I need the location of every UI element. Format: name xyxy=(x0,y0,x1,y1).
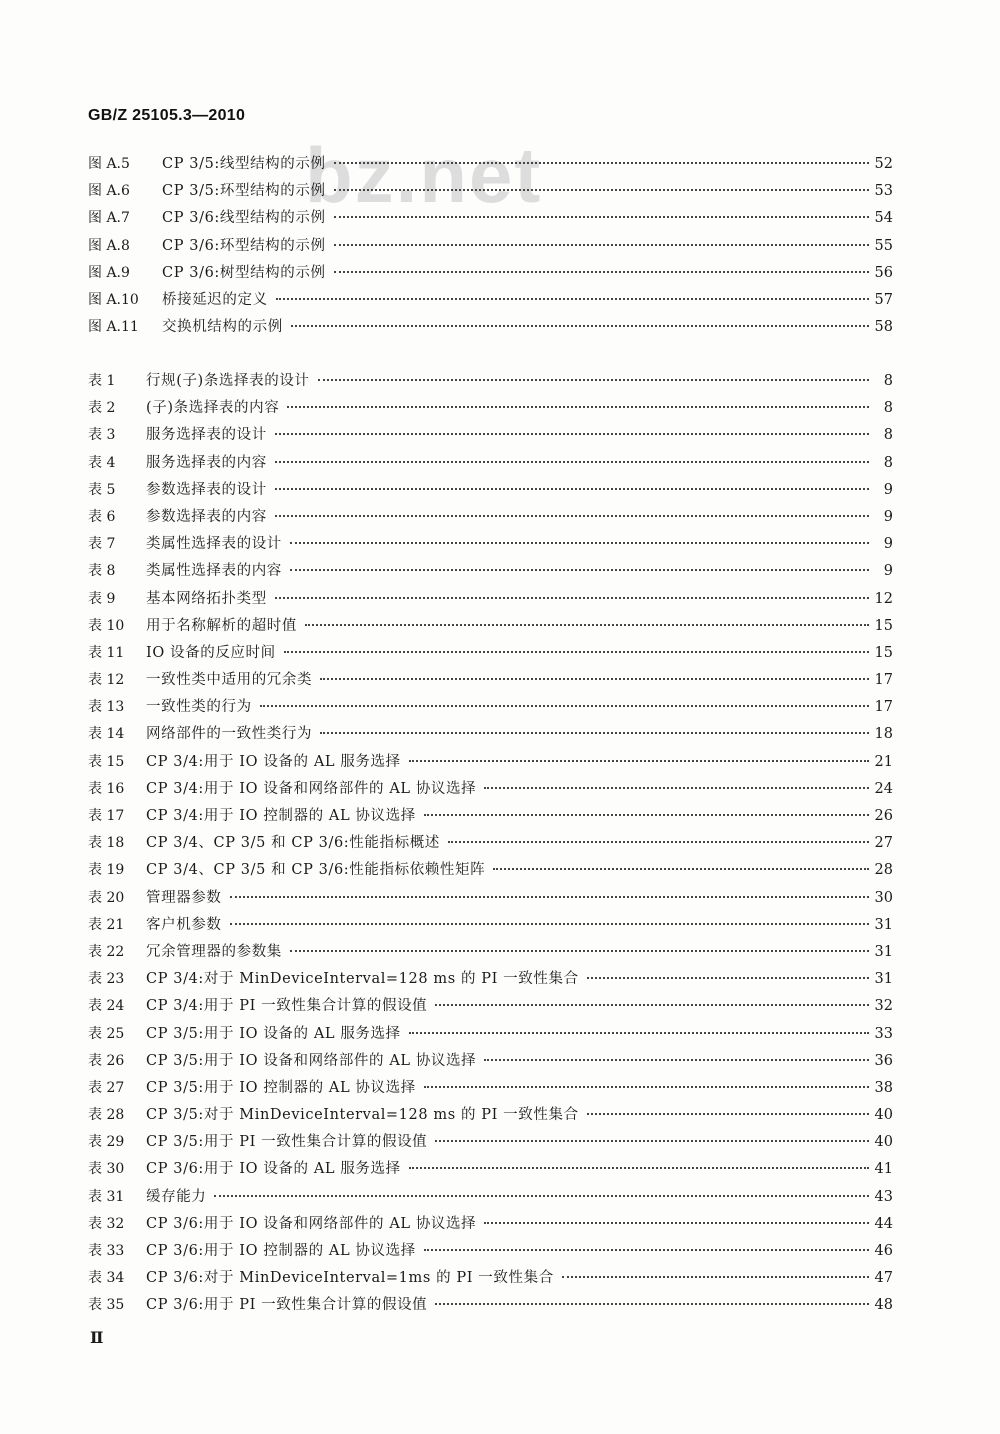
entry-title: 基本网络拓扑类型 xyxy=(146,590,267,607)
entry-title: 服务选择表的设计 xyxy=(146,427,267,444)
entry-page-number: 41 xyxy=(874,1161,893,1178)
entry-number: 表 28 xyxy=(88,1107,125,1124)
entry-page-number: 32 xyxy=(874,998,893,1015)
entry-number: 表 35 xyxy=(88,1297,125,1314)
dot-leader xyxy=(320,732,869,734)
table-entry[interactable] xyxy=(88,531,893,558)
dot-leader xyxy=(424,1249,869,1251)
table-entry[interactable] xyxy=(88,395,893,422)
entry-number: 表 14 xyxy=(88,726,125,743)
dot-leader xyxy=(275,433,869,435)
entry-title: CP 3/5:用于 IO 控制器的 AL 协议选择 xyxy=(146,1079,416,1096)
table-entry[interactable] xyxy=(88,450,893,477)
entry-title: IO 设备的反应时间 xyxy=(146,644,276,661)
entry-number: 图 A.7 xyxy=(88,210,130,227)
entry-title: 用于名称解析的超时值 xyxy=(146,617,297,634)
dot-leader xyxy=(587,977,869,979)
figure-list xyxy=(88,151,893,341)
entry-number: 图 A.5 xyxy=(88,156,130,172)
entry-number: 表 32 xyxy=(88,1215,125,1232)
table-entry[interactable] xyxy=(88,422,893,449)
table-entry[interactable] xyxy=(88,694,893,721)
table-entry[interactable] xyxy=(88,477,893,504)
entry-number: 表 21 xyxy=(88,916,125,933)
dot-leader xyxy=(424,1086,869,1088)
table-entry[interactable] xyxy=(88,939,893,966)
dot-leader xyxy=(291,325,869,327)
entry-page-number: 8 xyxy=(883,454,893,471)
entry-page-number: 53 xyxy=(874,183,893,200)
entry-number: 图 A.8 xyxy=(88,237,130,254)
dot-leader xyxy=(318,379,869,381)
entry-number: 表 20 xyxy=(88,889,125,906)
entry-title: 行规(子)条选择表的设计 xyxy=(146,373,310,389)
entry-title: 管理器参数 xyxy=(146,889,222,906)
table-entry[interactable] xyxy=(88,1075,893,1102)
table-entry[interactable] xyxy=(88,721,893,748)
dot-leader xyxy=(320,678,869,680)
table-entry[interactable] xyxy=(88,504,893,531)
entry-title: CP 3/5:用于 IO 设备和网络部件的 AL 协议选择 xyxy=(146,1052,477,1069)
entry-title: 冗余管理器的参数集 xyxy=(146,943,282,960)
dot-leader xyxy=(275,515,869,517)
figure-entry[interactable] xyxy=(88,287,893,314)
entry-number: 表 23 xyxy=(88,971,125,988)
page-number: Ⅱ xyxy=(90,1328,104,1347)
entry-title: 参数选择表的内容 xyxy=(146,508,267,525)
table-entry[interactable] xyxy=(88,1129,893,1156)
entry-title: 一致性类中适用的冗余类 xyxy=(146,672,313,689)
dot-leader xyxy=(435,1004,869,1006)
dot-leader xyxy=(334,216,869,218)
entry-page-number: 17 xyxy=(874,699,893,716)
table-entry[interactable] xyxy=(88,1048,893,1075)
entry-number: 表 6 xyxy=(88,508,116,525)
entry-page-number: 56 xyxy=(874,264,893,281)
dot-leader xyxy=(409,1167,869,1169)
entry-number: 图 A.10 xyxy=(88,291,139,308)
entry-title: CP 3/5:线型结构的示例 xyxy=(162,156,326,172)
entry-number: 表 24 xyxy=(88,998,125,1015)
entry-number: 表 26 xyxy=(88,1052,125,1069)
table-entry[interactable] xyxy=(88,912,893,939)
entry-title: CP 3/6:树型结构的示例 xyxy=(162,264,326,281)
table-entry[interactable] xyxy=(88,586,893,613)
dot-leader xyxy=(587,1113,869,1115)
entry-title: CP 3/4:用于 IO 控制器的 AL 协议选择 xyxy=(146,808,416,824)
entry-page-number: 54 xyxy=(874,210,893,227)
entry-page-number: 30 xyxy=(874,889,893,906)
entry-title: CP 3/6:线型结构的示例 xyxy=(162,210,326,227)
entry-page-number: 33 xyxy=(874,1025,893,1042)
entry-number: 图 A.11 xyxy=(88,319,139,336)
entry-page-number: 9 xyxy=(883,481,893,498)
entry-title: 客户机参数 xyxy=(146,916,222,933)
entry-title: CP 3/4、CP 3/5 和 CP 3/6:性能指标依赖性矩阵 xyxy=(146,862,486,879)
entry-title: CP 3/4:对于 MinDeviceInterval=128 ms 的 PI 一致性集合 xyxy=(146,971,579,988)
entry-page-number: 40 xyxy=(874,1107,893,1124)
table-entry[interactable] xyxy=(88,1265,893,1292)
entry-title: 类属性选择表的内容 xyxy=(146,563,282,580)
table-entry[interactable] xyxy=(88,966,893,993)
table-entry[interactable] xyxy=(88,1156,893,1183)
table-entry[interactable] xyxy=(88,803,893,830)
entry-page-number: 15 xyxy=(874,617,893,634)
table-entry[interactable] xyxy=(88,830,893,857)
entry-page-number: 8 xyxy=(883,400,893,417)
entry-title: CP 3/6:用于 IO 设备和网络部件的 AL 协议选择 xyxy=(146,1215,477,1232)
entry-page-number: 28 xyxy=(874,862,893,879)
entry-page-number: 9 xyxy=(883,508,893,525)
entry-number: 表 16 xyxy=(88,780,125,797)
entry-page-number: 57 xyxy=(874,291,893,308)
entry-title: CP 3/4、CP 3/5 和 CP 3/6:性能指标概述 xyxy=(146,835,440,852)
entry-page-number: 47 xyxy=(874,1270,893,1287)
dot-leader xyxy=(230,896,870,898)
entry-page-number: 55 xyxy=(874,237,893,254)
entry-number: 表 30 xyxy=(88,1161,125,1178)
entry-number: 表 5 xyxy=(88,481,116,498)
dot-leader xyxy=(290,950,869,952)
entry-title: 交换机结构的示例 xyxy=(162,319,283,336)
entry-number: 表 9 xyxy=(88,590,116,607)
entry-page-number: 26 xyxy=(874,808,893,824)
entry-page-number: 52 xyxy=(874,156,893,172)
entry-page-number: 31 xyxy=(874,971,893,988)
entry-number: 表 25 xyxy=(88,1025,125,1042)
dot-leader xyxy=(484,1222,869,1224)
entry-title: CP 3/4:用于 PI 一致性集合计算的假设值 xyxy=(146,998,428,1015)
figure-entry[interactable] xyxy=(88,178,893,205)
entry-page-number: 36 xyxy=(874,1052,893,1069)
entry-title: CP 3/5:环型结构的示例 xyxy=(162,183,326,200)
entry-title: CP 3/4:用于 IO 设备和网络部件的 AL 协议选择 xyxy=(146,780,477,797)
dot-leader xyxy=(424,814,869,816)
table-entry[interactable] xyxy=(88,1021,893,1048)
entry-title: CP 3/6:用于 IO 设备的 AL 服务选择 xyxy=(146,1161,401,1178)
entry-number: 表 17 xyxy=(88,808,125,824)
entry-number: 表 7 xyxy=(88,536,116,553)
entry-title: CP 3/5:用于 IO 设备的 AL 服务选择 xyxy=(146,1025,401,1042)
entry-title: 参数选择表的设计 xyxy=(146,481,267,498)
entry-number: 表 31 xyxy=(88,1188,125,1205)
entry-page-number: 31 xyxy=(874,916,893,933)
entry-title: 桥接延迟的定义 xyxy=(162,291,268,308)
figure-entry[interactable] xyxy=(88,233,893,260)
dot-leader xyxy=(284,651,869,653)
dot-leader xyxy=(276,298,869,300)
figure-entry[interactable] xyxy=(88,260,893,287)
entry-title: CP 3/5:对于 MinDeviceInterval=128 ms 的 PI 一致性集合 xyxy=(146,1107,579,1124)
watermark: bz.net xyxy=(305,131,543,219)
entry-number: 表 12 xyxy=(88,672,125,689)
entry-page-number: 18 xyxy=(874,726,893,743)
dot-leader xyxy=(305,624,869,626)
dot-leader xyxy=(484,787,869,789)
entry-number: 表 19 xyxy=(88,862,125,879)
entry-page-number: 46 xyxy=(874,1243,893,1259)
entry-page-number: 9 xyxy=(883,536,893,553)
dot-leader xyxy=(334,189,869,191)
entry-number: 表 1 xyxy=(88,373,116,389)
table-entry[interactable] xyxy=(88,1211,893,1238)
entry-number: 表 2 xyxy=(88,400,116,417)
entry-number: 表 4 xyxy=(88,454,116,471)
dot-leader xyxy=(260,705,869,707)
entry-page-number: 58 xyxy=(874,319,893,336)
dot-leader xyxy=(493,868,869,870)
table-entry[interactable] xyxy=(88,776,893,803)
entry-title: CP 3/4:用于 IO 设备的 AL 服务选择 xyxy=(146,753,401,770)
table-entry[interactable] xyxy=(88,1292,893,1319)
entry-number: 表 33 xyxy=(88,1243,125,1259)
table-entry[interactable] xyxy=(88,368,893,395)
dot-leader xyxy=(214,1195,869,1197)
dot-leader xyxy=(275,597,869,599)
entry-number: 表 10 xyxy=(88,617,125,634)
entry-title: CP 3/6:对于 MinDeviceInterval=1ms 的 PI 一致性集合 xyxy=(146,1270,554,1287)
dot-leader xyxy=(290,569,869,571)
entry-number: 表 29 xyxy=(88,1134,125,1151)
entry-page-number: 21 xyxy=(874,753,893,770)
dot-leader xyxy=(290,542,869,544)
table-entry[interactable] xyxy=(88,1238,893,1265)
entry-page-number: 17 xyxy=(874,672,893,689)
dot-leader xyxy=(334,162,869,164)
table-entry[interactable] xyxy=(88,1184,893,1211)
dot-leader xyxy=(562,1276,869,1278)
entry-title: 缓存能力 xyxy=(146,1188,207,1205)
table-entry[interactable] xyxy=(88,1102,893,1129)
entry-page-number: 38 xyxy=(874,1079,893,1096)
entry-number: 表 8 xyxy=(88,563,116,580)
figure-entry[interactable] xyxy=(88,205,893,232)
dot-leader xyxy=(275,461,869,463)
entry-title: CP 3/5:用于 PI 一致性集合计算的假设值 xyxy=(146,1134,428,1151)
dot-leader xyxy=(230,923,870,925)
entry-title: CP 3/6:用于 IO 控制器的 AL 协议选择 xyxy=(146,1243,416,1259)
table-entry[interactable] xyxy=(88,885,893,912)
table-entry[interactable] xyxy=(88,993,893,1020)
entry-page-number: 40 xyxy=(874,1134,893,1151)
entry-page-number: 15 xyxy=(874,644,893,661)
entry-title: 网络部件的一致性类行为 xyxy=(146,726,313,743)
entry-number: 表 22 xyxy=(88,943,125,960)
entry-number: 表 34 xyxy=(88,1270,125,1287)
table-entry[interactable] xyxy=(88,857,893,884)
dot-leader xyxy=(334,244,869,246)
table-entry[interactable] xyxy=(88,640,893,667)
entry-title: (子)条选择表的内容 xyxy=(146,400,280,417)
entry-page-number: 27 xyxy=(874,835,893,852)
dot-leader xyxy=(409,1032,869,1034)
entry-page-number: 24 xyxy=(874,780,893,797)
entry-number: 图 A.6 xyxy=(88,183,130,200)
dot-leader xyxy=(334,271,869,273)
figure-entry[interactable] xyxy=(88,314,893,341)
table-list xyxy=(88,368,893,1320)
dot-leader xyxy=(484,1059,869,1061)
entry-title: CP 3/6:用于 PI 一致性集合计算的假设值 xyxy=(146,1297,428,1314)
entry-number: 表 11 xyxy=(88,644,125,661)
entry-title: 服务选择表的内容 xyxy=(146,454,267,471)
entry-number: 表 3 xyxy=(88,427,116,444)
entry-page-number: 31 xyxy=(874,943,893,960)
entry-page-number: 12 xyxy=(874,590,893,607)
entry-number: 表 13 xyxy=(88,699,125,716)
entry-page-number: 43 xyxy=(874,1188,893,1205)
entry-page-number: 48 xyxy=(874,1297,893,1314)
dot-leader xyxy=(275,488,869,490)
entry-page-number: 8 xyxy=(883,373,893,389)
figure-entry[interactable] xyxy=(88,151,893,178)
table-entry[interactable] xyxy=(88,667,893,694)
entry-number: 图 A.9 xyxy=(88,264,130,281)
dot-leader xyxy=(435,1303,869,1305)
document-code: GB/Z 25105.3—2010 xyxy=(88,107,246,124)
dot-leader xyxy=(448,841,869,843)
entry-page-number: 8 xyxy=(883,427,893,444)
entry-page-number: 9 xyxy=(883,563,893,580)
table-entry[interactable] xyxy=(88,749,893,776)
dot-leader xyxy=(409,760,869,762)
entry-page-number: 44 xyxy=(874,1215,893,1232)
entry-number: 表 18 xyxy=(88,835,125,852)
entry-number: 表 15 xyxy=(88,753,125,770)
table-entry[interactable] xyxy=(88,613,893,640)
entry-title: CP 3/6:环型结构的示例 xyxy=(162,237,326,254)
dot-leader xyxy=(287,406,869,408)
entry-number: 表 27 xyxy=(88,1079,125,1096)
entry-title: 一致性类的行为 xyxy=(146,699,252,716)
entry-title: 类属性选择表的设计 xyxy=(146,536,282,553)
table-entry[interactable] xyxy=(88,558,893,585)
dot-leader xyxy=(435,1140,869,1142)
